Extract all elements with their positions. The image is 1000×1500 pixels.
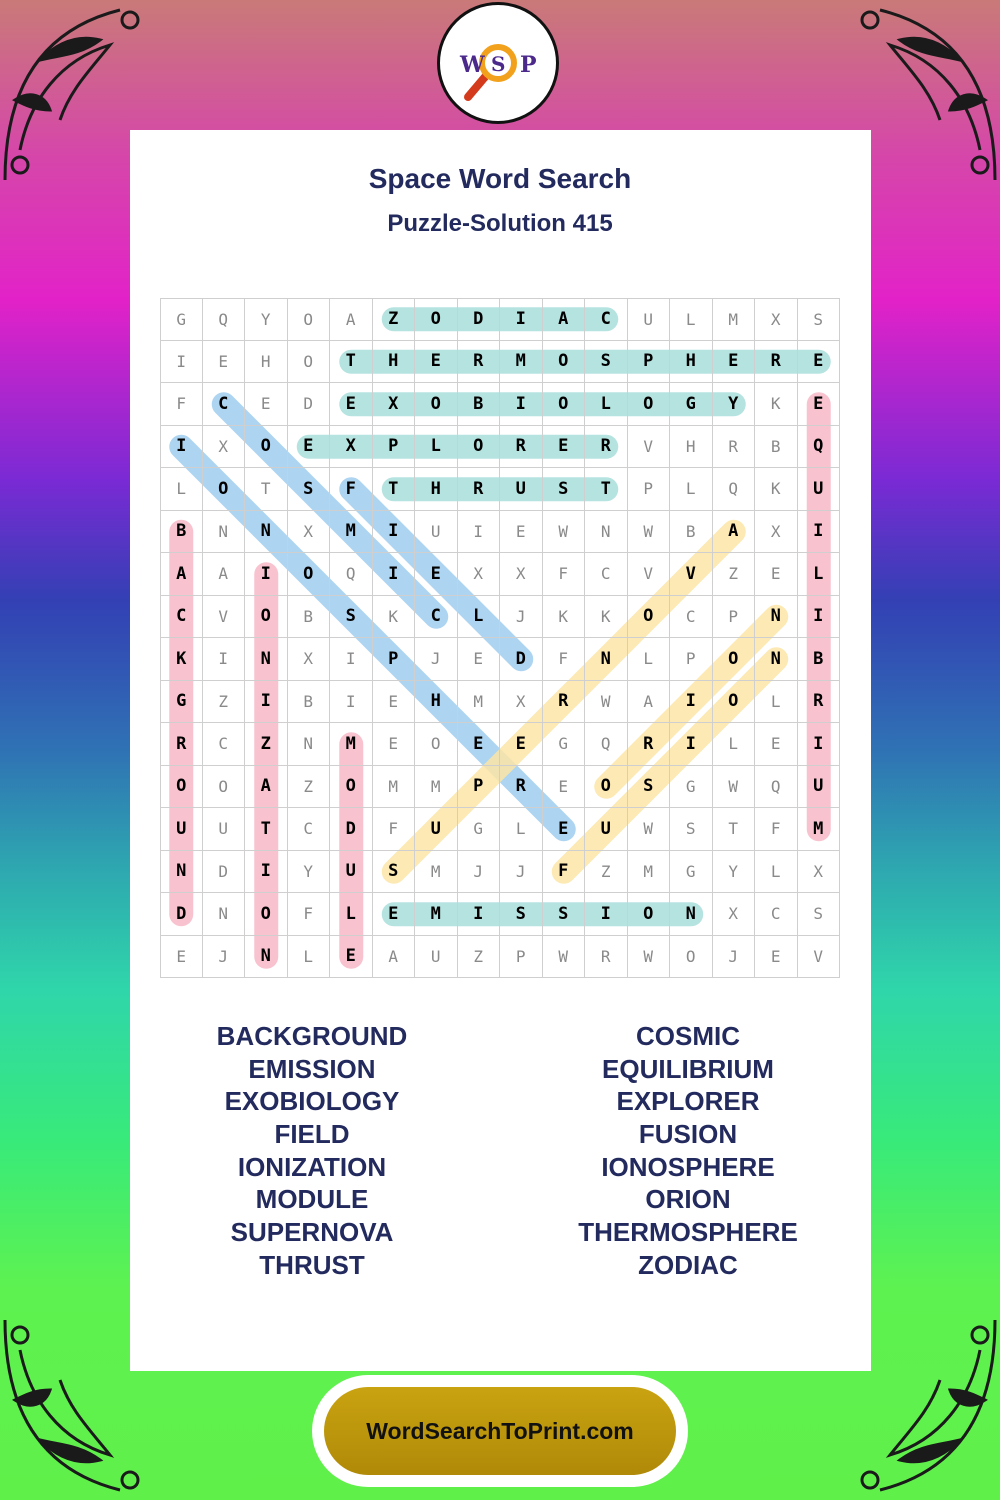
grid-cell[interactable]: R — [755, 341, 798, 384]
grid-cell[interactable]: H — [415, 468, 458, 511]
grid-cell[interactable]: O — [203, 766, 246, 809]
grid-cell[interactable]: O — [543, 383, 586, 426]
grid-cell[interactable]: B — [288, 596, 331, 639]
grid-cell[interactable]: C — [203, 723, 246, 766]
word-list-item: COSMIC — [636, 1021, 740, 1051]
grid-cell[interactable]: Q — [330, 553, 373, 596]
grid-cell[interactable]: O — [628, 893, 671, 936]
grid-cell[interactable]: C — [415, 596, 458, 639]
grid-cell[interactable]: K — [755, 383, 798, 426]
grid-cell[interactable]: I — [798, 723, 841, 766]
grid-cell[interactable]: I — [373, 553, 416, 596]
grid-cell[interactable]: L — [628, 638, 671, 681]
grid-cell[interactable]: O — [713, 681, 756, 724]
grid-cell[interactable]: J — [713, 936, 756, 979]
grid-cell[interactable]: I — [160, 426, 203, 469]
grid-cell[interactable]: M — [415, 851, 458, 894]
grid-cell[interactable]: M — [713, 298, 756, 341]
grid-cell[interactable]: E — [373, 681, 416, 724]
grid-cell[interactable]: Y — [713, 851, 756, 894]
grid-cell[interactable]: Z — [245, 723, 288, 766]
grid-cell[interactable]: E — [500, 723, 543, 766]
grid-cell[interactable]: I — [245, 553, 288, 596]
grid-cell[interactable]: U — [203, 808, 246, 851]
grid-cell[interactable]: I — [330, 681, 373, 724]
word-list-item: IONOSPHERE — [601, 1151, 775, 1182]
grid-cell[interactable]: R — [160, 723, 203, 766]
grid-cell[interactable]: O — [330, 766, 373, 809]
grid-cell[interactable]: W — [628, 511, 671, 554]
grid-cell[interactable]: O — [543, 341, 586, 384]
grid-cell[interactable]: X — [330, 426, 373, 469]
grid-cell[interactable]: N — [585, 638, 628, 681]
grid-cell[interactable]: U — [415, 511, 458, 554]
grid-cell[interactable]: A — [160, 553, 203, 596]
grid-cell[interactable]: I — [670, 723, 713, 766]
grid-cell[interactable]: I — [798, 511, 841, 554]
grid-cell[interactable]: M — [330, 723, 373, 766]
grid-cell[interactable]: T — [245, 808, 288, 851]
grid-cell[interactable]: U — [798, 766, 841, 809]
grid-cell[interactable]: N — [245, 936, 288, 979]
grid-cell[interactable]: X — [373, 383, 416, 426]
grid-cell[interactable]: O — [245, 893, 288, 936]
grid-cell[interactable]: D — [330, 808, 373, 851]
grid-cell[interactable]: R — [713, 426, 756, 469]
grid-cell[interactable]: M — [628, 851, 671, 894]
grid-cell[interactable]: I — [373, 511, 416, 554]
grid-cell[interactable]: O — [458, 426, 501, 469]
grid-cell[interactable]: E — [755, 723, 798, 766]
page-title: Space Word Search — [368, 163, 632, 194]
grid-cell[interactable]: X — [798, 851, 841, 894]
grid-cell[interactable]: W — [585, 681, 628, 724]
grid-cell[interactable]: Z — [288, 766, 331, 809]
grid-cell[interactable]: R — [500, 426, 543, 469]
grid-cell[interactable]: I — [245, 681, 288, 724]
word-list-item: ZODIAC — [638, 1249, 738, 1280]
logo-letter-p: P — [520, 52, 537, 78]
grid-cell[interactable]: L — [713, 723, 756, 766]
grid-cell[interactable]: X — [203, 426, 246, 469]
grid-cell[interactable]: U — [160, 808, 203, 851]
grid-cell[interactable]: L — [798, 553, 841, 596]
grid-cell[interactable]: F — [543, 638, 586, 681]
grid-cell[interactable]: R — [543, 681, 586, 724]
grid-cell[interactable]: A — [713, 511, 756, 554]
grid-cell[interactable]: E — [245, 383, 288, 426]
grid-cell[interactable]: U — [585, 808, 628, 851]
grid-cell[interactable]: I — [330, 638, 373, 681]
grid-cell[interactable]: I — [160, 341, 203, 384]
grid-cell[interactable]: O — [415, 383, 458, 426]
grid-cell[interactable]: O — [203, 468, 246, 511]
grid-cell[interactable]: K — [585, 596, 628, 639]
grid-cell[interactable]: N — [755, 596, 798, 639]
grid-cell[interactable]: H — [670, 426, 713, 469]
word-list-item: EXPLORER — [616, 1086, 760, 1117]
word-list-item: EQUILIBRIUM — [602, 1053, 774, 1084]
grid-cell[interactable]: N — [755, 638, 798, 681]
grid-cell[interactable]: F — [160, 383, 203, 426]
grid-cell[interactable]: J — [500, 596, 543, 639]
grid-cell[interactable]: M — [415, 893, 458, 936]
grid-cell[interactable]: Q — [713, 468, 756, 511]
grid-cell[interactable]: H — [415, 681, 458, 724]
logo-letter-s: S — [491, 52, 506, 76]
grid-cell[interactable]: Y — [288, 851, 331, 894]
grid-cell[interactable]: O — [670, 936, 713, 979]
grid-cell[interactable]: X — [713, 893, 756, 936]
grid-cell[interactable]: A — [543, 298, 586, 341]
grid-cell[interactable]: I — [500, 298, 543, 341]
grid-cell[interactable]: L — [458, 596, 501, 639]
grid-cell[interactable]: U — [330, 851, 373, 894]
grid-cell[interactable]: F — [373, 808, 416, 851]
grid-cell[interactable]: T — [713, 808, 756, 851]
grid-cell[interactable]: K — [373, 596, 416, 639]
grid-cell[interactable]: A — [245, 766, 288, 809]
grid-cell[interactable]: D — [203, 851, 246, 894]
grid-cell[interactable]: S — [585, 341, 628, 384]
grid-cell[interactable]: E — [543, 426, 586, 469]
grid-cell[interactable]: T — [245, 468, 288, 511]
grid-cell[interactable]: Z — [373, 298, 416, 341]
grid-cell[interactable]: W — [713, 766, 756, 809]
grid-cell[interactable]: L — [755, 851, 798, 894]
grid-cell[interactable]: T — [330, 341, 373, 384]
grid-cell[interactable]: A — [373, 936, 416, 979]
grid-cell[interactable]: R — [500, 766, 543, 809]
grid-cell[interactable]: X — [755, 511, 798, 554]
grid-cell[interactable]: O — [585, 766, 628, 809]
grid-cell[interactable]: E — [755, 936, 798, 979]
word-list-left — [162, 1020, 462, 1282]
word-list-item: THERMOSPHERE — [578, 1217, 798, 1248]
grid-cell[interactable]: M — [415, 766, 458, 809]
grid-cell[interactable]: V — [628, 426, 671, 469]
grid-cell[interactable]: D — [458, 298, 501, 341]
grid-cell[interactable]: S — [543, 893, 586, 936]
grid-cell[interactable]: N — [203, 511, 246, 554]
grid-cell[interactable]: W — [628, 936, 671, 979]
grid-cell[interactable]: X — [500, 681, 543, 724]
grid-cell[interactable]: T — [373, 468, 416, 511]
letter-grid — [160, 298, 840, 978]
grid-cell[interactable]: G — [670, 383, 713, 426]
word-list-item: ORION — [645, 1184, 731, 1215]
grid-cell[interactable]: S — [288, 468, 331, 511]
word-search-grid — [160, 298, 840, 978]
grid-cell[interactable]: L — [585, 383, 628, 426]
grid-cell[interactable]: U — [798, 468, 841, 511]
grid-cell[interactable]: X — [458, 553, 501, 596]
grid-cell[interactable]: A — [203, 553, 246, 596]
grid-cell[interactable]: L — [670, 298, 713, 341]
grid-cell[interactable]: O — [415, 723, 458, 766]
grid-cell[interactable]: J — [458, 851, 501, 894]
word-list-item: FIELD — [274, 1119, 350, 1150]
grid-cell[interactable]: I — [203, 638, 246, 681]
grid-cell[interactable]: F — [330, 468, 373, 511]
grid-cell[interactable]: B — [458, 383, 501, 426]
grid-cell[interactable]: J — [500, 851, 543, 894]
grid-cell[interactable]: H — [245, 341, 288, 384]
grid-cell[interactable]: K — [755, 468, 798, 511]
grid-cell[interactable]: E — [373, 893, 416, 936]
grid-cell[interactable]: N — [288, 723, 331, 766]
grid-cell[interactable]: B — [798, 638, 841, 681]
grid-cell[interactable]: A — [628, 681, 671, 724]
grid-cell[interactable]: W — [628, 808, 671, 851]
word-list-item: EXOBIOLOGY — [224, 1086, 400, 1117]
grid-cell[interactable]: Q — [755, 766, 798, 809]
grid-cell[interactable]: R — [585, 936, 628, 979]
grid-cell[interactable]: U — [415, 936, 458, 979]
grid-cell[interactable]: Z — [713, 553, 756, 596]
grid-cell[interactable]: E — [500, 511, 543, 554]
grid-cell[interactable]: O — [628, 383, 671, 426]
word-list-item: EMISSION — [248, 1053, 376, 1084]
grid-cell[interactable]: P — [670, 638, 713, 681]
grid-cell[interactable]: M — [373, 766, 416, 809]
grid-cell[interactable]: S — [798, 298, 841, 341]
grid-cell[interactable]: X — [288, 638, 331, 681]
grid-cell[interactable]: B — [670, 511, 713, 554]
grid-cell[interactable]: Q — [585, 723, 628, 766]
grid-cell[interactable]: L — [288, 936, 331, 979]
grid-cell[interactable]: E — [415, 341, 458, 384]
grid-cell[interactable]: L — [670, 468, 713, 511]
grid-cell[interactable]: E — [798, 383, 841, 426]
grid-cell[interactable]: N — [670, 893, 713, 936]
grid-cell[interactable]: T — [585, 468, 628, 511]
grid-cell[interactable]: G — [670, 851, 713, 894]
grid-cell[interactable]: E — [330, 383, 373, 426]
grid-cell[interactable]: R — [585, 426, 628, 469]
grid-cell[interactable]: O — [245, 426, 288, 469]
grid-cell[interactable]: L — [415, 426, 458, 469]
grid-cell[interactable]: O — [160, 766, 203, 809]
word-list-item: FUSION — [638, 1119, 738, 1150]
grid-cell[interactable]: O — [288, 341, 331, 384]
grid-cell[interactable]: X — [500, 553, 543, 596]
grid-cell[interactable]: J — [203, 936, 246, 979]
grid-cell[interactable]: U — [500, 468, 543, 511]
grid-cell[interactable]: N — [160, 851, 203, 894]
grid-cell[interactable]: P — [373, 638, 416, 681]
grid-cell[interactable]: M — [330, 511, 373, 554]
word-list-item: BACKGROUND — [216, 1021, 408, 1051]
logo-letter-w: W — [460, 52, 485, 78]
grid-cell[interactable]: F — [288, 893, 331, 936]
grid-cell[interactable]: O — [245, 596, 288, 639]
grid-cell[interactable]: O — [628, 596, 671, 639]
grid-cell[interactable]: X — [288, 511, 331, 554]
site-logo — [437, 2, 559, 124]
grid-cell[interactable]: E — [288, 426, 331, 469]
grid-cell[interactable]: G — [160, 298, 203, 341]
grid-cell[interactable]: I — [798, 596, 841, 639]
grid-cell[interactable]: E — [755, 553, 798, 596]
grid-cell[interactable]: E — [415, 553, 458, 596]
grid-cell[interactable]: P — [500, 936, 543, 979]
grid-cell[interactable]: N — [203, 893, 246, 936]
grid-cell[interactable]: G — [160, 681, 203, 724]
grid-cell[interactable]: Y — [713, 383, 756, 426]
grid-cell[interactable]: Z — [585, 851, 628, 894]
grid-cell[interactable]: E — [373, 723, 416, 766]
grid-cell[interactable]: P — [373, 426, 416, 469]
grid-cell[interactable]: P — [713, 596, 756, 639]
grid-cell[interactable]: Q — [203, 298, 246, 341]
grid-cell[interactable]: N — [585, 511, 628, 554]
grid-cell[interactable]: E — [543, 766, 586, 809]
grid-cell[interactable]: I — [500, 383, 543, 426]
grid-cell[interactable]: E — [798, 341, 841, 384]
grid-cell[interactable]: C — [585, 553, 628, 596]
grid-cell[interactable]: C — [755, 893, 798, 936]
grid-cell[interactable]: P — [628, 341, 671, 384]
grid-cell[interactable]: Z — [203, 681, 246, 724]
grid-cell[interactable]: N — [245, 638, 288, 681]
grid-cell[interactable]: B — [755, 426, 798, 469]
grid-cell[interactable]: F — [755, 808, 798, 851]
grid-cell[interactable]: I — [670, 681, 713, 724]
page-subtitle: Puzzle-Solution 415 — [387, 210, 613, 237]
grid-cell[interactable]: E — [543, 808, 586, 851]
grid-cell[interactable]: S — [670, 808, 713, 851]
grid-cell[interactable]: O — [415, 298, 458, 341]
grid-cell[interactable]: M — [500, 341, 543, 384]
grid-cell[interactable]: V — [798, 936, 841, 979]
grid-cell[interactable]: V — [203, 596, 246, 639]
grid-cell[interactable]: K — [160, 638, 203, 681]
grid-cell[interactable]: H — [373, 341, 416, 384]
word-list-item: IONIZATION — [237, 1151, 387, 1182]
grid-cell[interactable]: S — [798, 893, 841, 936]
grid-cell[interactable]: M — [798, 808, 841, 851]
grid-cell[interactable]: C — [288, 808, 331, 851]
grid-cell[interactable]: P — [458, 766, 501, 809]
grid-cell[interactable]: I — [585, 893, 628, 936]
grid-cell[interactable]: X — [755, 298, 798, 341]
grid-cell[interactable]: U — [628, 298, 671, 341]
grid-cell[interactable]: G — [670, 766, 713, 809]
footer-site-link[interactable]: WordSearchToPrint.com — [324, 1387, 676, 1475]
grid-cell[interactable]: D — [500, 638, 543, 681]
grid-cell[interactable]: D — [160, 893, 203, 936]
grid-cell[interactable]: S — [330, 596, 373, 639]
grid-cell[interactable]: S — [500, 893, 543, 936]
grid-cell[interactable]: G — [543, 723, 586, 766]
grid-cell[interactable]: C — [585, 298, 628, 341]
grid-cell[interactable]: R — [798, 681, 841, 724]
grid-cell[interactable]: L — [160, 468, 203, 511]
grid-cell[interactable]: R — [458, 341, 501, 384]
grid-cell[interactable]: V — [670, 553, 713, 596]
grid-cell[interactable]: U — [415, 808, 458, 851]
grid-cell[interactable]: V — [628, 553, 671, 596]
grid-cell[interactable]: F — [543, 553, 586, 596]
grid-cell[interactable]: K — [543, 596, 586, 639]
grid-cell[interactable]: B — [160, 511, 203, 554]
grid-cell[interactable]: S — [628, 766, 671, 809]
grid-cell[interactable]: G — [458, 808, 501, 851]
grid-cell[interactable]: S — [373, 851, 416, 894]
grid-cell[interactable]: R — [628, 723, 671, 766]
grid-cell[interactable]: E — [458, 723, 501, 766]
grid-cell[interactable]: I — [245, 851, 288, 894]
grid-cell[interactable]: W — [543, 511, 586, 554]
grid-cell[interactable]: L — [330, 893, 373, 936]
grid-cell[interactable]: E — [160, 936, 203, 979]
grid-cell[interactable]: C — [203, 383, 246, 426]
grid-cell[interactable]: Z — [458, 936, 501, 979]
grid-cell[interactable]: O — [288, 298, 331, 341]
grid-cell[interactable]: N — [245, 511, 288, 554]
grid-cell[interactable]: I — [458, 893, 501, 936]
word-list-item: SUPERNOVA — [230, 1217, 394, 1248]
grid-cell[interactable]: A — [330, 298, 373, 341]
grid-cell[interactable]: C — [670, 596, 713, 639]
word-list-item: MODULE — [255, 1184, 369, 1215]
grid-cell[interactable]: P — [628, 468, 671, 511]
grid-cell[interactable]: L — [755, 681, 798, 724]
grid-cell[interactable]: H — [670, 341, 713, 384]
grid-cell[interactable]: B — [288, 681, 331, 724]
grid-cell[interactable]: Q — [798, 426, 841, 469]
word-list-item: THRUST — [259, 1249, 365, 1280]
grid-cell[interactable]: R — [458, 468, 501, 511]
grid-cell[interactable]: J — [415, 638, 458, 681]
grid-cell[interactable]: I — [458, 511, 501, 554]
grid-cell[interactable]: D — [288, 383, 331, 426]
word-list-right — [538, 1020, 838, 1282]
grid-cell[interactable]: E — [458, 638, 501, 681]
grid-cell[interactable]: E — [713, 341, 756, 384]
grid-cell[interactable]: O — [288, 553, 331, 596]
grid-cell[interactable]: F — [543, 851, 586, 894]
grid-cell[interactable]: L — [500, 808, 543, 851]
grid-cell[interactable]: S — [543, 468, 586, 511]
grid-cell[interactable]: O — [713, 638, 756, 681]
grid-cell[interactable]: E — [203, 341, 246, 384]
magnifier-logo-icon — [440, 5, 556, 121]
footer-badge — [312, 1375, 688, 1487]
grid-cell[interactable]: M — [458, 681, 501, 724]
grid-cell[interactable]: W — [543, 936, 586, 979]
grid-cell[interactable]: Y — [245, 298, 288, 341]
grid-cell[interactable]: C — [160, 596, 203, 639]
grid-cell[interactable]: E — [330, 936, 373, 979]
